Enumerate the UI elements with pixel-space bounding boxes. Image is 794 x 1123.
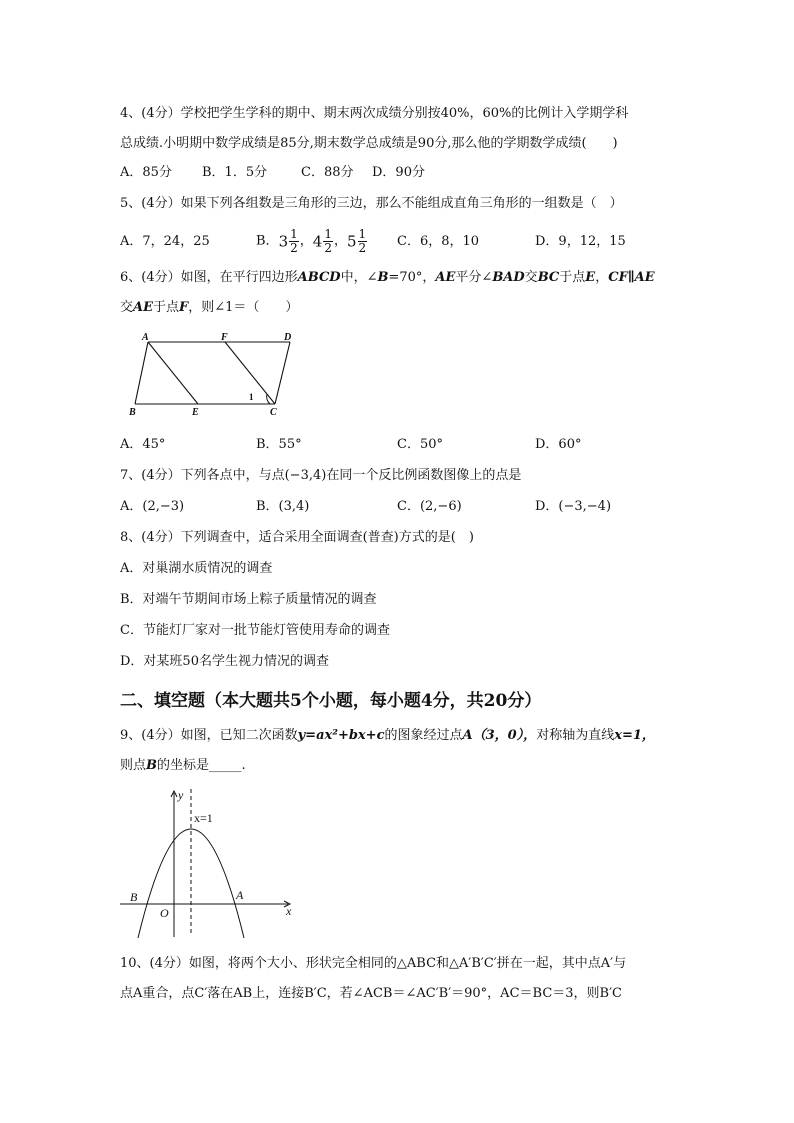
q8-option-c: C．节能灯厂家对一批节能灯管使用寿命的调查 <box>120 623 390 638</box>
q5-mixed-number-3: 5 $\frac{1}{2}$ <box>346 226 367 255</box>
q6-option-c: C．50° <box>397 437 443 452</box>
label-d: D <box>284 332 292 343</box>
segment-dc <box>275 342 290 404</box>
label-x: x <box>286 904 292 918</box>
q6-line2: 交AE于点F，则∠1＝（ ） <box>120 300 299 315</box>
q9-line2: 则点B的坐标是_____. <box>120 758 246 773</box>
q8-option-a: A．对巢湖水质情况的调查 <box>120 561 273 576</box>
q8-option-b: B．对端午节期间市场上粽子质量情况的调查 <box>120 592 377 607</box>
label-a: A <box>142 332 149 343</box>
q4-option-c: C．88分 <box>301 165 354 180</box>
label-b: B <box>129 407 136 418</box>
segment-ab <box>135 342 148 404</box>
q4-line2: 总成绩.小明期中数学成绩是85分,期末数学总成绩是90分,那么他的学期数学成绩( ) <box>120 136 618 151</box>
q5-option-b: B．3 $\frac{1}{2}$ ，4 $\frac{1}{2}$ ，5 $\frac{1}{2}$ <box>256 226 367 255</box>
label-y: y <box>178 788 184 802</box>
label-symmetry-axis: x=1 <box>194 811 213 825</box>
q6-option-b: B．55° <box>256 437 302 452</box>
q5-mixed-number-1: 3 $\frac{1}{2}$ <box>278 226 298 255</box>
q5-option-d: D．9，12，15 <box>535 234 626 249</box>
label-point-a: A <box>236 888 244 902</box>
q7-option-b: B．(3,4) <box>256 499 310 514</box>
q8-question: 8、(4分）下列调查中，适合采用全面调查(普查)方式的是( ) <box>120 530 474 545</box>
q5-question: 5、(4分）如果下列各组数是三角形的三边，那么不能组成直角三角形的一组数是（ ） <box>120 196 623 211</box>
q9-parabola-graph <box>118 785 298 940</box>
q4-option-b: B．1．5分 <box>202 165 268 180</box>
q10-line2: 点A重合，点C′落在AB上，连接B′C，若∠ACB＝∠AC′B′＝90°，AC＝BC＝3，则B′C <box>120 986 622 1001</box>
q4-line1: 4、(4分）学校把学生学科的期中、期末两次成绩分别按40%，60%的比例计入学期学科 <box>120 106 629 121</box>
q7-option-d: D．(−3,−4) <box>535 499 612 514</box>
label-origin: O <box>160 906 169 920</box>
q6-line1: 6、(4分）如图，在平行四边形ABCD中，∠B=70°，AE平分∠BAD交BC于点E，CF∥AE <box>120 270 655 285</box>
label-point-b: B <box>130 890 138 904</box>
q10-line1: 10、(4分）如图，将两个大小、形状完全相同的△ABC和△A′B′C′拼在一起，其中点A′与 <box>120 956 627 971</box>
q5-option-a: A．7，24，25 <box>120 234 210 249</box>
label-angle-1: 1 <box>249 392 254 402</box>
q9-line1: 9、(4分）如图，已知二次函数y=ax²+bx+c的图象经过点A（3，0），对称轴为直线x=1， <box>120 728 655 743</box>
q7-option-a: A．(2,−3) <box>120 499 185 514</box>
q5-mixed-number-2: 4 $\frac{1}{2}$ <box>312 226 332 255</box>
q7-question: 7、(4分）下列各点中，与点(−3,4)在同一个反比例函数图像上的点是 <box>120 468 522 483</box>
q4-option-a: A．85分 <box>120 165 172 180</box>
q5-option-b-label: B． <box>256 233 279 249</box>
section-title-fill-in: 二、填空题（本大题共5个小题，每小题4分，共20分） <box>120 691 542 711</box>
label-e: E <box>192 407 199 418</box>
label-c: C <box>270 407 277 418</box>
q6-option-d: D．60° <box>535 437 582 452</box>
q8-option-d: D．对某班50名学生视力情况的调查 <box>120 654 329 669</box>
q7-option-c: C．(2,−6) <box>397 499 462 514</box>
q4-option-d: D．90分 <box>372 165 425 180</box>
q5-option-c: C．6，8，10 <box>397 234 480 249</box>
q6-parallelogram-figure <box>120 330 310 420</box>
q6-option-a: A．45° <box>120 437 166 452</box>
segment-ae <box>148 342 198 404</box>
label-f: F <box>221 332 228 343</box>
answer-blank[interactable]: _____ <box>209 758 242 773</box>
